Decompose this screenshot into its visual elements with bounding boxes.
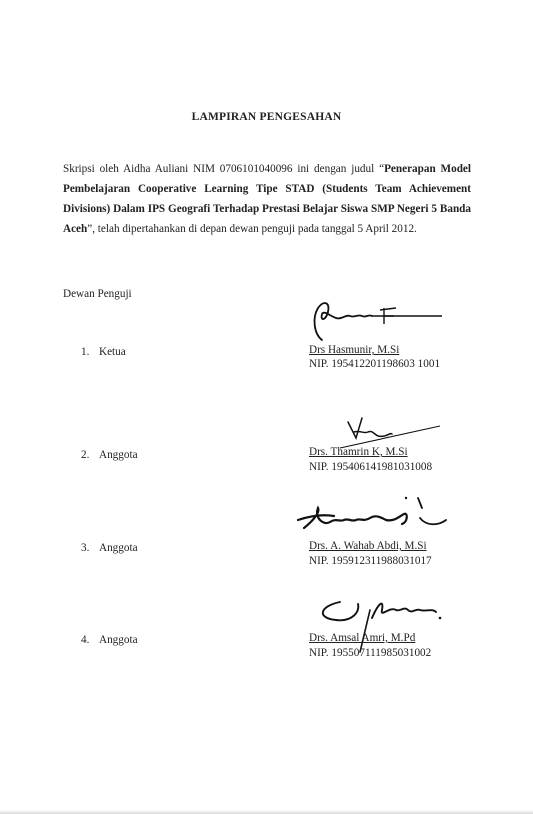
member-nip: NIP. 195507111985031002 — [309, 647, 432, 659]
member-name: Drs Hasmunir, M.Si — [309, 344, 400, 356]
member-nip: NIP. 195412201198603 1001 — [309, 358, 441, 370]
page-title: LAMPIRAN PENGESAHAN — [191, 111, 342, 123]
paragraph-outro: ”, telah dipertahankan di depan dewan penguji pada tanggal 5 April 2012. — [87, 223, 417, 235]
member-nip: NIP. 195406141981031008 — [309, 461, 433, 473]
member-number: 3. — [81, 542, 90, 554]
approval-paragraph — [63, 159, 471, 239]
member-role: Anggota — [99, 449, 138, 461]
page-edge-shadow — [0, 810, 533, 814]
member-name: Drs. Thamrin K, M.Si — [309, 446, 408, 458]
member-role: Ketua — [99, 346, 126, 358]
member-name: Drs. Amsal Amri, M.Pd — [309, 632, 416, 644]
member-name: Drs. A. Wahab Abdi, M.Si — [309, 540, 427, 552]
paragraph-intro: Skripsi oleh Aidha Auliani NIM 0706101040096 ini dengan judul “ — [63, 163, 385, 175]
member-nip: NIP. 195912311988031017 — [309, 555, 432, 567]
signature-anggota-3 — [290, 492, 460, 542]
member-number: 1. — [81, 346, 90, 358]
signature-ketua — [300, 296, 450, 346]
member-role: Anggota — [99, 542, 138, 554]
board-label: Dewan Penguji — [63, 288, 132, 300]
member-number: 2. — [81, 449, 90, 461]
member-number: 4. — [81, 634, 90, 646]
member-role: Anggota — [99, 634, 138, 646]
thesis-title: Penerapan Model Pembelajaran Cooperative Learning Tipe STAD (Students Team Achievement Divisions) Dalam IPS Geografi Terhadap Prestasi Belajar Siswa SMP Negeri 5 Banda Aceh — [63, 163, 471, 235]
